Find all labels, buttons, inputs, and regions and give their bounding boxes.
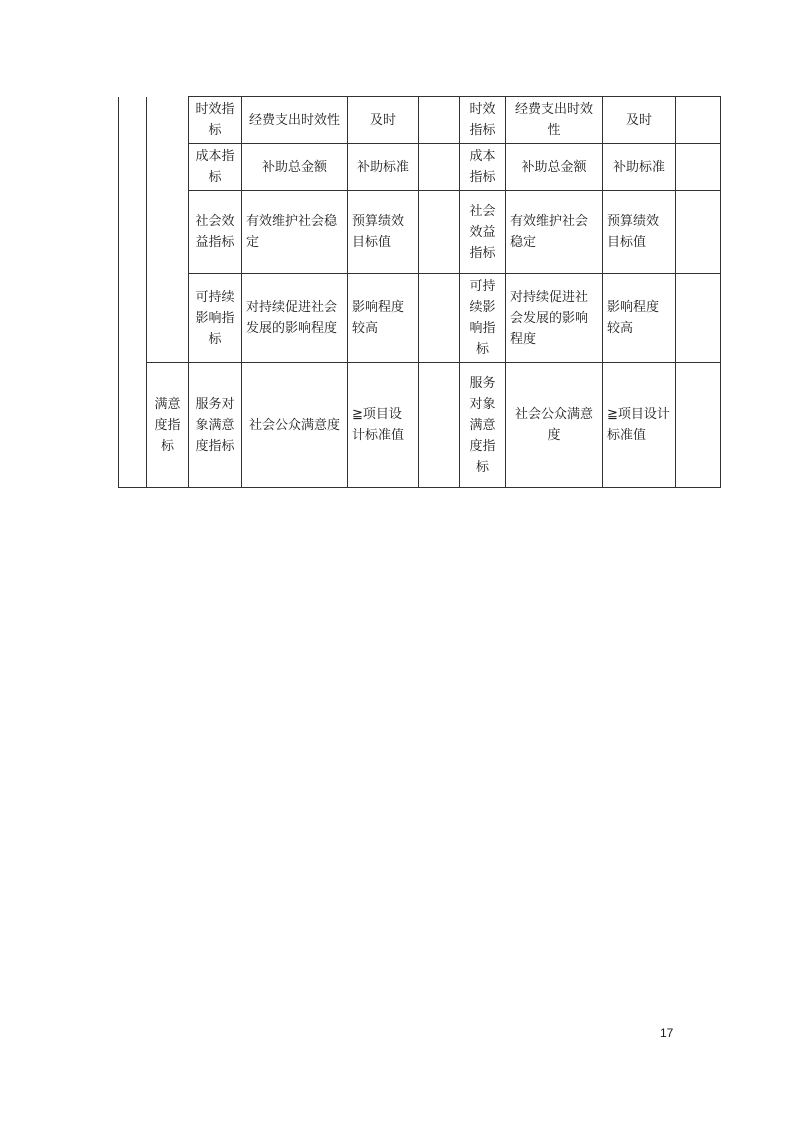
- target-cell: ≧项目设计标准值: [348, 363, 419, 488]
- metric-cell: 社会效益指标: [189, 191, 242, 274]
- table-row: [119, 97, 721, 144]
- empty-cell: [676, 274, 721, 363]
- metric-cell: 时效指标: [189, 97, 242, 144]
- target-cell: 影响程度较高: [348, 274, 419, 363]
- empty-cell: [419, 144, 460, 191]
- item-cell-2: 经费支出时效性: [506, 97, 603, 144]
- metric-cell-2: 时效指标: [460, 97, 506, 144]
- item-cell: 社会公众满意度: [242, 363, 348, 488]
- empty-cell: [419, 97, 460, 144]
- empty-cell: [419, 274, 460, 363]
- target-cell-2: ≧项目设计标准值: [603, 363, 676, 488]
- item-cell-2: 有效维护社会稳定: [506, 191, 603, 274]
- table-row: [119, 191, 721, 274]
- empty-cell: [419, 363, 460, 488]
- empty-cell: [419, 191, 460, 274]
- metric-cell-2: 社会效益指标: [460, 191, 506, 274]
- item-cell: 对持续促进社会发展的影响程度: [242, 274, 348, 363]
- item-cell-2: 补助总金额: [506, 144, 603, 191]
- table-row: [119, 274, 721, 363]
- item-cell: 有效维护社会稳定: [242, 191, 348, 274]
- metric-cell: 可持续影响指标: [189, 274, 242, 363]
- metric-cell: 成本指标: [189, 144, 242, 191]
- second-level-indicator-cell: [147, 97, 189, 363]
- metric-cell: 服务对象满意度指标: [189, 363, 242, 488]
- performance-indicator-table: [118, 96, 721, 488]
- table-row: [119, 363, 721, 488]
- empty-cell: [676, 144, 721, 191]
- target-cell-2: 影响程度较高: [603, 274, 676, 363]
- item-cell: 经费支出时效性: [242, 97, 348, 144]
- target-cell: 及时: [348, 97, 419, 144]
- metric-cell-2: 成本指标: [460, 144, 506, 191]
- target-cell-2: 及时: [603, 97, 676, 144]
- table-row: [119, 144, 721, 191]
- target-cell: 预算绩效目标值: [348, 191, 419, 274]
- metric-cell-2: 可持续影响指标: [460, 274, 506, 363]
- empty-cell: [676, 191, 721, 274]
- item-cell: 补助总金额: [242, 144, 348, 191]
- metric-cell-2: 服务对象满意度指标: [460, 363, 506, 488]
- item-cell-2: 社会公众满意度: [506, 363, 603, 488]
- first-level-indicator-cell: [119, 97, 147, 488]
- empty-cell: [676, 97, 721, 144]
- page-number: 17: [660, 1026, 674, 1040]
- target-cell-2: 补助标准: [603, 144, 676, 191]
- target-cell-2: 预算绩效目标值: [603, 191, 676, 274]
- empty-cell: [676, 363, 721, 488]
- category-cell: 满意度指标: [147, 363, 189, 488]
- item-cell-2: 对持续促进社会发展的影响程度: [506, 274, 603, 363]
- target-cell: 补助标准: [348, 144, 419, 191]
